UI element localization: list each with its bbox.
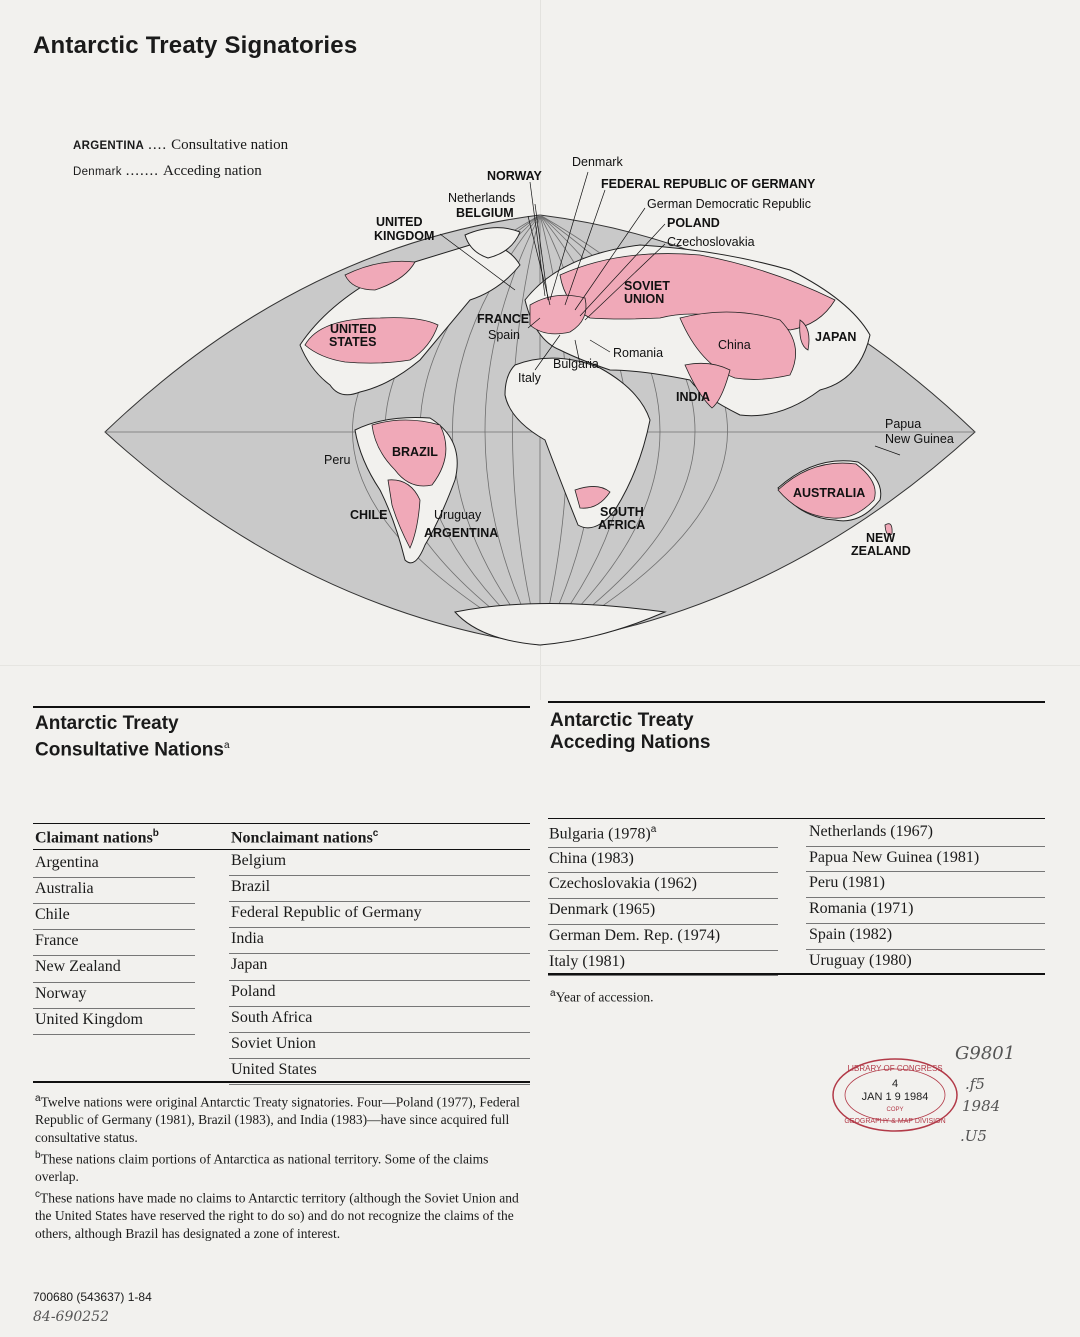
map-label: Denmark [572,155,623,169]
map-label: Czechoslovakia [667,235,755,249]
table-cell: India [231,930,264,948]
acceding-footnote: $^a$Year of accession. [550,988,654,1005]
legend-consultative: ARGENTINA .... Consultative nation [73,137,289,153]
map-label: Netherlands [448,191,516,205]
row-divider [548,872,778,873]
section-rule [548,701,1045,703]
svg-text:GEOGRAPHY & MAP DIVISION: GEOGRAPHY & MAP DIVISION [844,1118,946,1125]
row-divider [229,1006,530,1007]
map-label: FRANCE [477,312,530,326]
map-label: UNITED [376,215,423,229]
table-cell: Federal Republic of Germany [231,904,422,922]
table-cell: Poland [231,982,276,1000]
row-divider [548,847,778,848]
map-label: Romania [613,346,664,360]
table-cell: Japan [231,956,268,974]
table-rule [548,973,1045,975]
table-cell: Soviet Union [231,1034,316,1052]
table-cell: Italy (1981) [549,952,625,970]
table-cell: Romania (1971) [809,900,914,918]
map-label: German Democratic Republic [647,197,811,211]
map-label: ZEALAND [851,544,911,558]
table-cell: South Africa [231,1008,313,1026]
table-rule [33,1081,530,1083]
table-cell: Peru (1981) [809,874,885,892]
svg-text:4: 4 [891,1078,899,1090]
map-label: AUSTRALIA [793,486,866,500]
map-label: AFRICA [598,518,646,532]
handwritten-call-number: .f5 [965,1075,985,1093]
table-cell: Chile [35,906,70,924]
table-cell: Brazil [231,878,271,896]
nonclaimant-header: Nonclaimant nations$^c$ [231,828,379,847]
row-divider [33,903,195,904]
row-divider [229,1032,530,1033]
map-label: UNITED [330,322,377,336]
row-divider [806,897,1045,898]
row-divider [33,1034,195,1035]
map-label: SOVIET [624,279,670,293]
section-rule [33,706,530,708]
table-cell: Czechoslovakia (1962) [549,875,697,893]
map-label: BELGIUM [456,206,514,220]
row-divider [229,927,530,928]
row-divider [229,1058,530,1059]
map-label: Spain [488,328,520,342]
row-divider [229,953,530,954]
map-label: STATES [329,335,377,349]
legend-acceding: Denmark ....... Acceding nation [73,163,262,179]
map-label: SOUTH [600,505,644,519]
library-stamp [830,1055,960,1135]
svg-text:JAN 1 9 1984: JAN 1 9 1984 [861,1091,929,1103]
row-divider [548,950,778,951]
map-label: Italy [518,371,541,385]
row-divider [806,923,1045,924]
footnote-b: $^b$These nations claim portions of Antarctica as national territory. Some of the claims overlap. [35,1150,489,1184]
map-label: Papua [885,417,922,431]
table-cell: Uruguay (1980) [809,951,912,969]
handwritten-number: 84-690252 [33,1309,109,1325]
table-cell: Spain (1982) [809,925,893,943]
table-cell: German Dem. Rep. (1974) [549,926,721,944]
table-cell: Argentina [35,854,99,871]
table-cell: Netherlands (1967) [809,823,933,840]
row-divider [806,871,1045,872]
row-divider [229,875,530,876]
map-label: NORWAY [487,169,542,183]
map-label: KINGDOM [374,229,435,243]
handwritten-call-number: 1984 [962,1097,1001,1115]
map-label: FEDERAL REPUBLIC OF GERMANY [601,177,816,191]
row-divider [229,901,530,902]
map-label: Uruguay [434,508,482,522]
map-label: Bulgaria [553,357,599,371]
row-divider [806,949,1045,950]
map-label: BRAZIL [392,445,438,459]
table-cell: Denmark (1965) [549,901,656,919]
table-cell: Papua New Guinea (1981) [809,848,980,866]
row-divider [548,898,778,899]
table-cell: United Kingdom [35,1010,143,1028]
row-divider [806,846,1045,847]
table-rule [548,818,1045,819]
svg-text:COPY: COPY [886,1107,904,1113]
table-cell: Norway [35,984,87,1002]
map-label: ARGENTINA [424,526,499,540]
acceding-title: Antarctic Treaty Acceding Nations [550,710,711,753]
handwritten-call-number: G9801 [955,1043,1016,1064]
footnote-a: $^a$Twelve nations were original Antarctic Treaty signatories. Four—Poland (1977), Federal Republic of Germany (1981), Brazil (1983), and India (1983)—have since acquired full consultative status. [35,1093,520,1145]
claimant-header: Claimant nations$^b$ [35,828,159,847]
map-label: China [718,338,751,352]
table-cell: China (1983) [549,849,634,867]
map-label: JAPAN [815,330,857,344]
table-cell: New Zealand [35,958,121,976]
row-divider [33,1008,195,1009]
svg-text:LIBRARY OF CONGRESS: LIBRARY OF CONGRESS [847,1064,943,1073]
map-label: UNION [624,292,665,306]
row-divider [548,924,778,925]
table-cell: Australia [35,880,94,898]
table-rule [33,823,530,824]
page-title: Antarctic Treaty Signatories [33,32,358,59]
table-cell: United States [231,1060,317,1078]
map-code: 700680 (543637) 1-84 [33,1290,152,1304]
table-rule [33,849,530,850]
map-label: NEW [866,531,896,545]
table-cell: France [35,932,79,950]
handwritten-call-number: .U5 [960,1127,987,1145]
row-divider [229,980,530,981]
map-label: CHILE [350,508,388,522]
row-divider [229,1084,530,1085]
legend-text: Consultative nation [171,137,289,153]
map-label: New Guinea [885,432,954,446]
map-label: Peru [324,453,351,467]
map-label: POLAND [667,216,720,230]
row-divider [33,955,195,956]
table-cell: Belgium [231,852,287,869]
row-divider [548,975,778,976]
legend-text: Acceding nation [163,163,262,179]
map-label: INDIA [676,390,711,404]
legend-code: ARGENTINA [73,140,145,152]
row-divider [33,877,195,878]
legend-code: Denmark [73,166,122,178]
consultative-title: Antarctic Treaty Consultative Nations$^a$ [35,713,230,761]
antarctica [455,604,665,646]
footnote-c: $^c$These nations have made no claims to Antarctic territory (although the Soviet Union and the United States have reserved the right to do so) and do not recognize the claims of the others, although Brazil has designated a zone of interest. [35,1189,519,1241]
table-cell: Bulgaria $(1978)^a$ [549,824,657,843]
row-divider [33,929,195,930]
row-divider [33,982,195,983]
